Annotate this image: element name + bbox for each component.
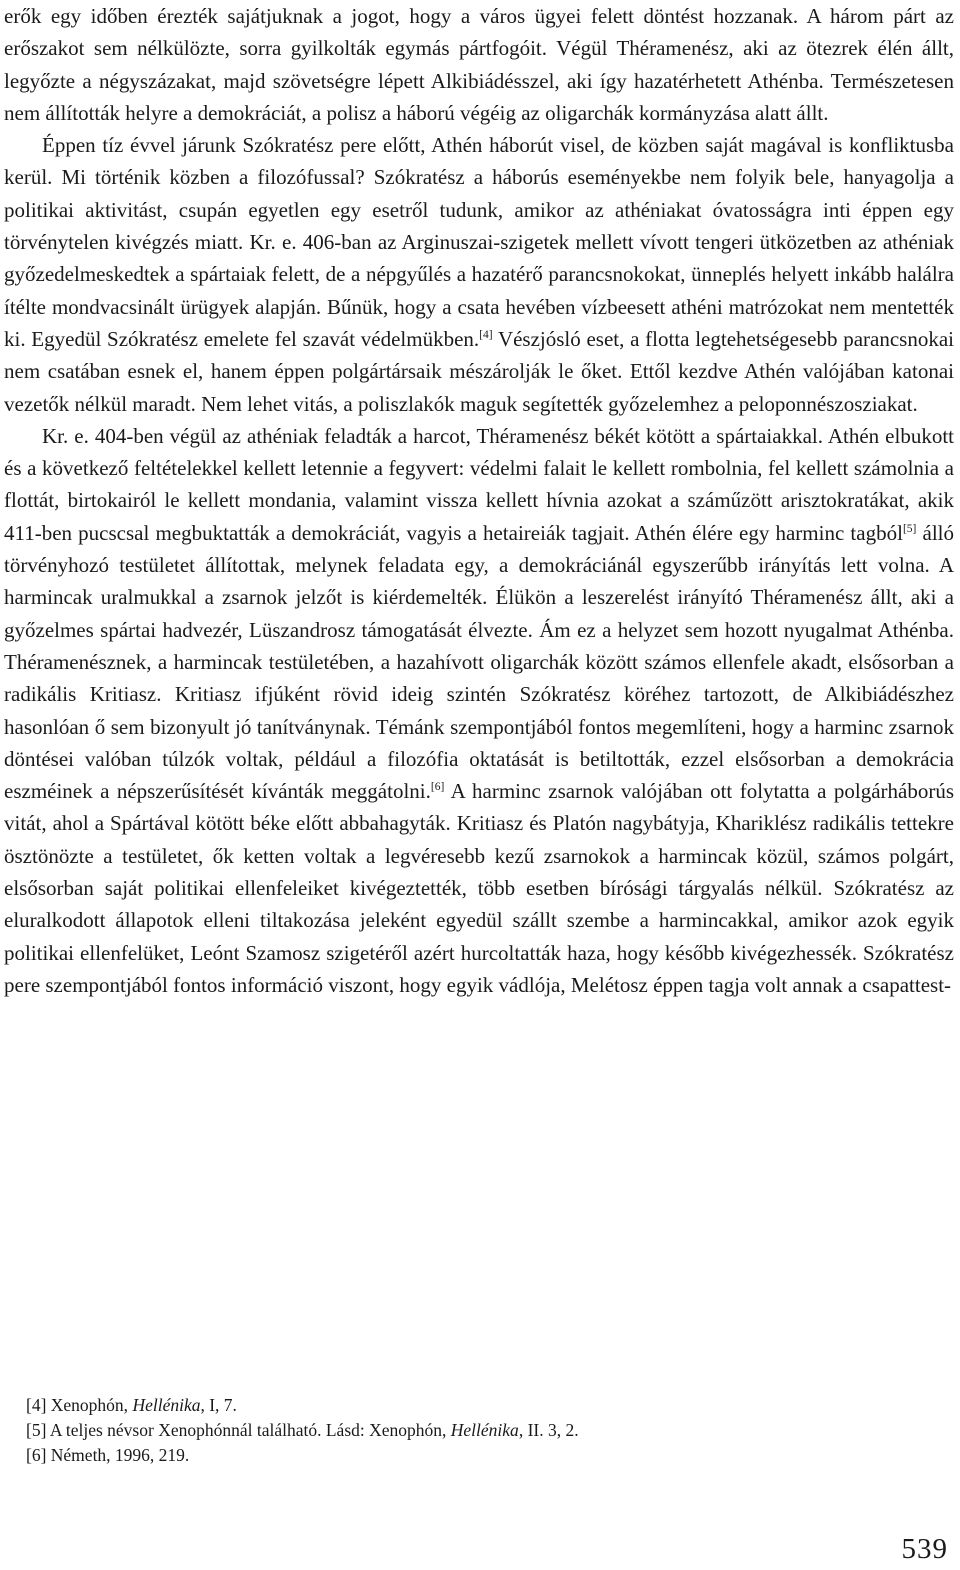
footnote-ref-5[interactable]: [5] xyxy=(902,522,917,535)
footnote-marker: [5] xyxy=(26,1420,47,1440)
footnote-title: Hellénika xyxy=(132,1395,201,1415)
footnote-6 xyxy=(26,1443,926,1468)
footnotes xyxy=(26,1393,926,1468)
paragraph-3-text-c: A harminc zsarnok valójában ott folytatta a polgárháborús vitát, ahol a Spártával kötött béke előtt abbahagyták. Kritiasz és Platón nagybátyja, Khariklész radikális tettekre ösztönözte a testületet, ők ketten voltak a legvéresebb kezű zsarnokok a harmincak közül, számos polgárt, elsősorban saját politikai ellenfeleiket kivégeztették, több esetben bírósági tárgyalás nélkül. Szókratész az eluralkodott állapotok elleni tiltakozása jeleként egyedül szállt szembe a harmincakkal, amikor azok egyik politikai ellenfelüket, Leónt Szamosz szigetéről azért hurcoltatták haza, hogy később kivégezhessék. Szókratész pere szempontjából fontos információ viszont, hogy egyik vádlója, Melétosz éppen tagja volt annak a csapattest- xyxy=(4,779,955,997)
paragraph-2-text-b: Vészjósló eset, a flotta legtehetségesebb parancsnokai nem csatában esnek el, hanem éppen polgártársaik mészárolják le őket. Ettől kezdve Athén valójában katonai vezetők nélkül maradt. Nem lehet vitás, a poliszlakók maguk segítették győzelemhez a peloponnészosziakat. xyxy=(4,326,954,416)
paragraph-3-text-b: álló törvényhozó testületet állítottak, melynek feladata egy, a demokráciánál egyszerűbb irányítás lett volna. A harmincak uralmukkal a zsarnok jelzőt is kiérdemelték. Élükön a leszerelést irányító Théramenész állt, aki a győzelmes spártai hadvezér, Lüszandrosz támogatását élvezte. Ám ez a helyzet sem hozott nyugalmat Athénba. Théramenésznek, a harmincak testületében, a hazahívott oligarchák között számos ellenfele akadt, elsősorban a radikális Kritiasz. Kritiasz ifjúként rövid ideig szintén Szókratész köréhez tartozott, de Alkibiádészhez hasonlóan ő sem bizonyult jó tanítványnak. Témánk szempontjából fontos megemlíteni, hogy a harminc zsarnok döntései valóban túlzók voltak, például a filozófia oktatását is betiltották, ezzel elsősorban a demokrácia eszméinek a népszerűsítését kívánták meggátolni. xyxy=(4,520,954,804)
footnote-ref-4[interactable]: [4] xyxy=(479,328,493,341)
footnote-title: Hellénika xyxy=(450,1420,519,1440)
footnote-text: Xenophón, xyxy=(46,1395,133,1415)
footnote-text: , II. 3, 2. xyxy=(518,1420,579,1440)
paragraph-3 xyxy=(4,420,954,1001)
footnote-4 xyxy=(26,1393,926,1418)
footnote-marker: [6] xyxy=(26,1445,47,1465)
page-number: 539 xyxy=(901,1533,948,1565)
footnote-text: , I, 7. xyxy=(200,1395,237,1415)
footnote-5 xyxy=(26,1418,926,1443)
footnote-text: A teljes névsor Xenophónnál található. Lásd: Xenophón, xyxy=(46,1420,451,1440)
paragraph-1-text: erők egy időben érezték sajátjuknak a jogot, hogy a város ügyei felett döntést hozzanak. A három párt az erőszakot sem nélkülözte, sorra gyilkolták egymás pártfogóit. Végül Théramenész, aki az ötezrek élén állt, legyőzte a négyszázakat, majd szövetségre lépett Alkibiádésszel, aki így hazatérhetett Athénba. Természetesen nem állították helyre a demokráciát, a polisz a háború végéig az oligarchák kormányzása alatt állt. xyxy=(4,4,954,125)
body-text xyxy=(4,0,954,1001)
footnote-text: Németh, 1996, 219. xyxy=(46,1445,190,1465)
paragraph-3-text-a: Kr. e. 404-ben végül az athéniak feladták a harcot, Théramenész békét kötött a spártaiakkal. Athén elbukott és a következő feltételekkel kellett letennie a fegyvert: védelmi falait le kellett rombolnia, fel kellett számolnia a flottát, birtokairól le kellett mondania, valamint vissza kellett hívnia azokat a száműzött arisztokratákat, akik 411-ben pucscsal megbuktatták a demokráciát, vagyis a hetaireiák tagjait. Athén élére egy harminc tagból xyxy=(4,423,954,545)
paragraph-2 xyxy=(4,129,954,420)
paragraph-2-text-a: Éppen tíz évvel járunk Szókratész pere előtt, Athén háborút visel, de közben saját magával is konfliktusba kerül. Mi történik közben a filozófussal? Szókratész a háborús eseményekbe nem folyik bele, hanyagolja a politikai aktivitást, csupán egyetlen egy esetről tudunk, amikor az athéniakat óvatosságra inti éppen egy törvénytelen kivégzés miatt. Kr. e. 406-ban az Arginuszai-szigetek mellett vívott tengeri ütközetben az athéniak győzedelmeskedtek a spártaiak felett, de a népgyűlés a hazatérő parancsnokokat, ünneplés helyett inkább halálra ítélte mondvacsinált ürügyek alapján. Bűnük, hogy a csata hevében vízbeesett athéni matrózokat nem mentették ki. Egyedül Szókratész emelete fel szavát védelmükben. xyxy=(4,133,954,351)
paragraph-1 xyxy=(4,0,954,129)
footnote-marker: [4] xyxy=(26,1395,47,1415)
footnote-ref-6[interactable]: [6] xyxy=(430,781,445,794)
